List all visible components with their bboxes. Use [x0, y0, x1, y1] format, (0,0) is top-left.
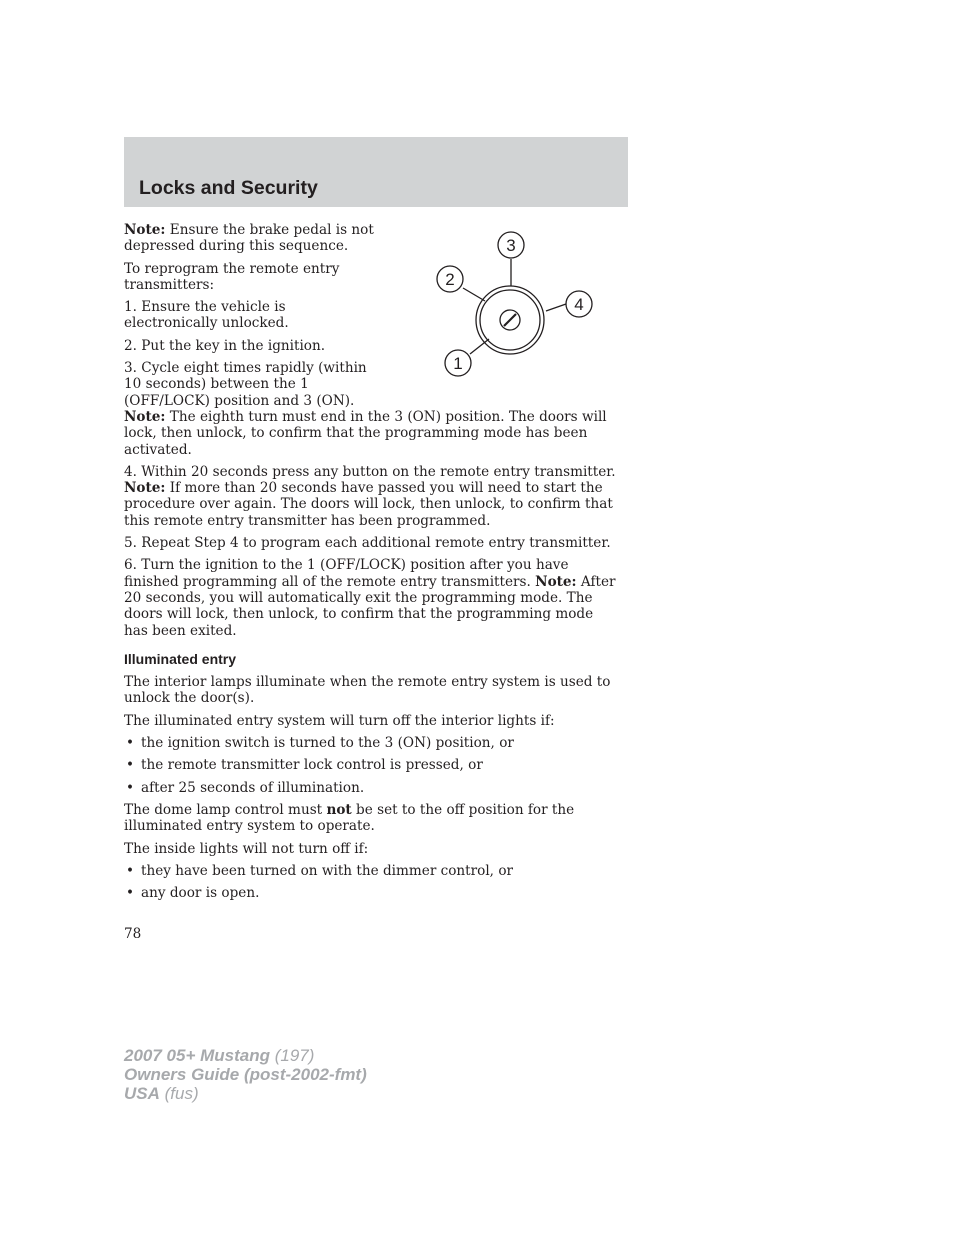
step-1: 1. Ensure the vehicle is electronically unlocked.: [124, 299, 289, 332]
page-number: 78: [124, 926, 142, 942]
lights-stay-on-intro: The inside lights will not turn off if:: [124, 840, 369, 857]
document-footer: [124, 1046, 367, 1103]
section-header: [124, 137, 628, 207]
list-item: • after 25 seconds of illumination.: [126, 779, 365, 796]
list-item: • any door is open.: [126, 885, 260, 902]
dome-lamp-paragraph: The dome lamp control must not be set to the off position for the illuminated entry system to operate.: [124, 801, 575, 835]
illuminated-entry-heading: Illuminated entry: [124, 650, 237, 667]
step-3-note: Note: The eighth turn must end in the 3 (ON) position. The doors will lock, then unlock, to confirm that the programming mode has been activated.: [124, 408, 607, 458]
position-1-label: 1: [453, 354, 463, 373]
list-item: • the ignition switch is turned to the 3 (ON) position, or: [126, 735, 514, 752]
position-2-label: 2: [445, 270, 455, 289]
step-4-note: Note: If more than 20 seconds have passed you will need to start the procedure over again. The doors will lock, then unlock, to confirm that this remote entry transmitter has been programmed.: [124, 480, 613, 529]
footer-line-2: Owners Guide (post-2002-fmt): [124, 1065, 367, 1084]
step-5: 5. Repeat Step 4 to program each additional remote entry transmitter.: [124, 535, 611, 552]
step-4: 4. Within 20 seconds press any button on the remote entry transmitter.: [124, 463, 616, 480]
step-6: 6. Turn the ignition to the 1 (OFF/LOCK) position after you have finished programming all of the remote entry transmitters. Note: After 20 seconds, you will automatically exit the programming mode. The doors will lock, then unlock, to confirm that the programming mode has been exited.: [124, 557, 616, 639]
section-title: Locks and Security: [139, 177, 318, 199]
position-4-label: 4: [574, 295, 584, 314]
turn-off-conditions-intro: The illuminated entry system will turn off the interior lights if:: [124, 712, 555, 729]
footer-line-3: USA (fus): [124, 1084, 199, 1103]
list-item: • the remote transmitter lock control is pressed, or: [126, 757, 483, 774]
position-3-label: 3: [506, 236, 516, 255]
footer-line-1: 2007 05+ Mustang (197): [124, 1046, 315, 1065]
list-item: • they have been turned on with the dimmer control, or: [126, 862, 514, 879]
step-2: 2. Put the key in the ignition.: [124, 337, 326, 354]
programming-steps: [124, 222, 620, 907]
illuminated-entry-intro: The interior lamps illuminate when the remote entry system is used to unlock the door(s).: [124, 674, 611, 707]
step-3: 3. Cycle eight times rapidly (within 10 seconds) between the 1 (OFF/LOCK) position and 3 (ON).: [124, 360, 367, 409]
brake-note: Note: Ensure the brake pedal is not depressed during this sequence.: [124, 222, 374, 255]
reprogram-intro: To reprogram the remote entry transmitters:: [124, 260, 340, 293]
